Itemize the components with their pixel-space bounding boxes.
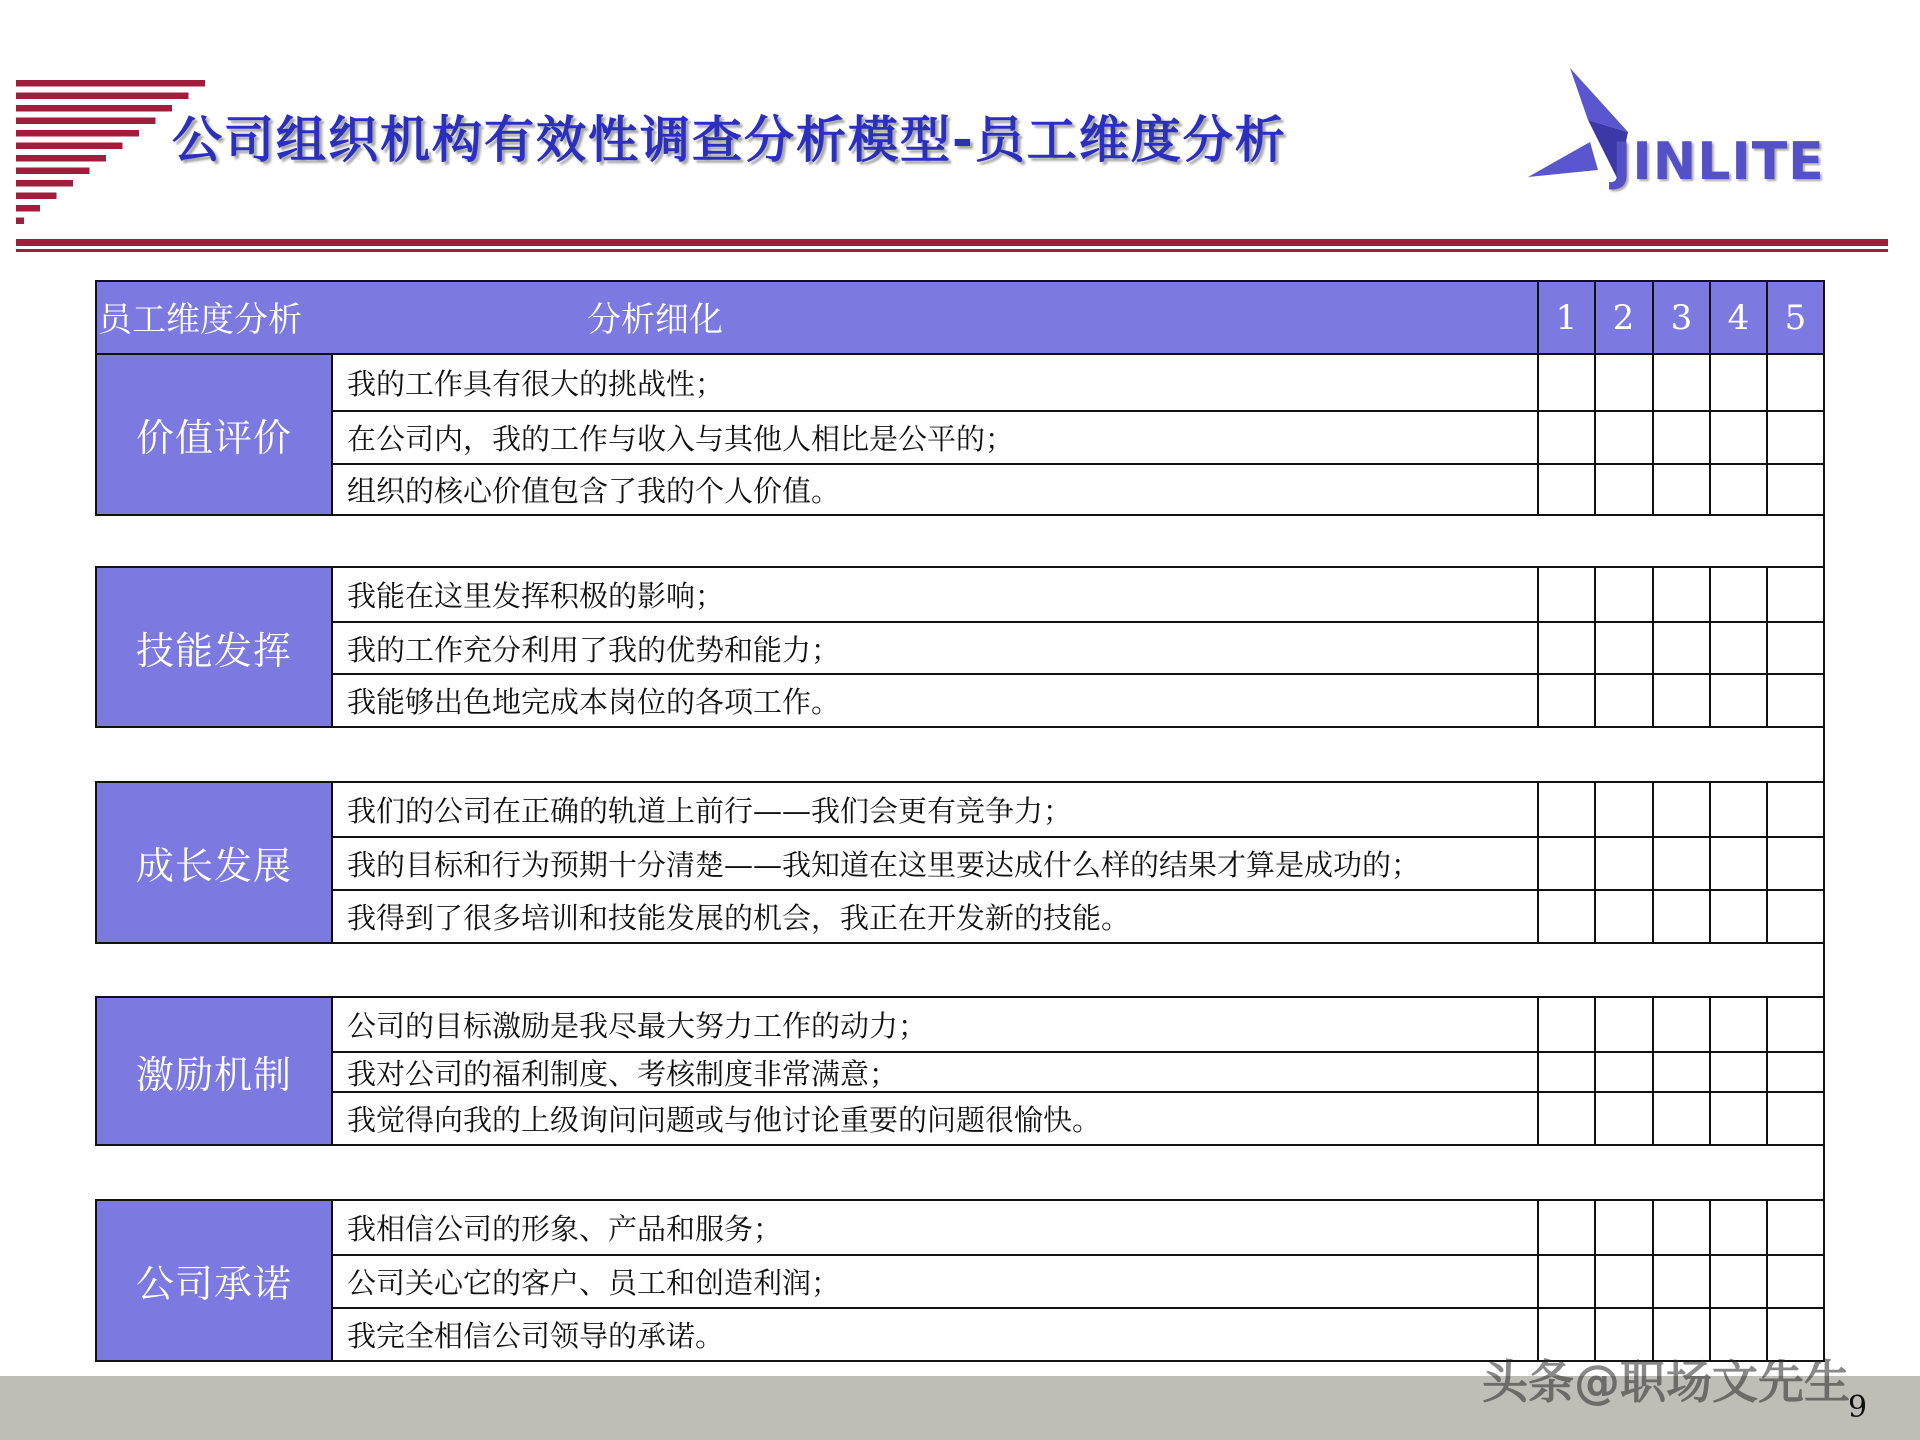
section-3 <box>95 781 1825 944</box>
table-row <box>331 998 1823 1051</box>
row-statement: 我对公司的福利制度、考核制度非常满意； <box>347 1056 899 1091</box>
score-cell-3[interactable] <box>1652 1256 1709 1307</box>
score-cell-5[interactable] <box>1766 412 1823 463</box>
table-row <box>331 568 1823 621</box>
score-cell-3[interactable] <box>1652 355 1709 410</box>
score-cell-5[interactable] <box>1766 623 1823 673</box>
section-4 <box>95 996 1825 1146</box>
score-cell-2[interactable] <box>1594 675 1651 726</box>
score-cell-1[interactable] <box>1537 1256 1594 1307</box>
table-row <box>331 463 1823 514</box>
row-statement: 组织的核心价值包含了我的个人价值。 <box>347 474 841 508</box>
score-cell-1[interactable] <box>1537 998 1594 1051</box>
score-cell-3[interactable] <box>1652 623 1709 673</box>
score-cell-2[interactable] <box>1594 1093 1651 1144</box>
row-statement: 我完全相信公司领导的承诺。 <box>347 1319 725 1353</box>
row-statement: 我的工作具有很大的挑战性； <box>347 367 725 401</box>
score-cell-2[interactable] <box>1594 838 1651 889</box>
score-cell-1[interactable] <box>1537 412 1594 463</box>
table-row <box>331 1051 1823 1091</box>
score-cell-5[interactable] <box>1766 1201 1823 1254</box>
score-cell-1[interactable] <box>1537 1201 1594 1254</box>
page-number: 9 <box>1848 1390 1868 1425</box>
score-cell-5[interactable] <box>1766 1053 1823 1091</box>
score-cell-4[interactable] <box>1709 891 1766 942</box>
score-header-2: 2 <box>1594 280 1651 355</box>
header-detail-label: 分析细化 <box>587 300 723 340</box>
score-cell-2[interactable] <box>1594 412 1651 463</box>
score-cell-5[interactable] <box>1766 783 1823 836</box>
row-statement: 我的工作充分利用了我的优势和能力； <box>347 632 841 667</box>
score-cell-3[interactable] <box>1652 568 1709 621</box>
score-cell-4[interactable] <box>1709 1256 1766 1307</box>
score-cell-3[interactable] <box>1652 891 1709 942</box>
table-row <box>331 836 1823 889</box>
table-row <box>331 355 1823 410</box>
score-cell-5[interactable] <box>1766 838 1823 889</box>
table-row <box>331 621 1823 673</box>
score-cell-3[interactable] <box>1652 1093 1709 1144</box>
table-row <box>331 410 1823 463</box>
score-cell-2[interactable] <box>1594 783 1651 836</box>
score-cell-5[interactable] <box>1766 355 1823 410</box>
score-cell-4[interactable] <box>1709 1053 1766 1091</box>
score-cell-1[interactable] <box>1537 891 1594 942</box>
row-statement: 我们的公司在正确的轨道上前行——我们会更有竞争力； <box>347 794 1073 828</box>
score-cell-5[interactable] <box>1766 891 1823 942</box>
score-header-4: 4 <box>1709 280 1766 355</box>
score-cell-1[interactable] <box>1537 465 1594 514</box>
score-cell-2[interactable] <box>1594 465 1651 514</box>
score-cell-2[interactable] <box>1594 355 1651 410</box>
score-header-1: 1 <box>1537 280 1594 355</box>
score-cell-3[interactable] <box>1652 783 1709 836</box>
logo-text: JINLITE <box>1612 132 1825 192</box>
row-statement: 公司的目标激励是我尽最大努力工作的动力； <box>347 1009 928 1043</box>
score-cell-4[interactable] <box>1709 465 1766 514</box>
row-statement: 我能够出色地完成本岗位的各项工作。 <box>347 685 841 719</box>
score-cell-2[interactable] <box>1594 568 1651 621</box>
score-cell-4[interactable] <box>1709 623 1766 673</box>
table-row <box>331 1091 1823 1144</box>
score-cell-2[interactable] <box>1594 623 1651 673</box>
score-cell-4[interactable] <box>1709 568 1766 621</box>
score-cell-1[interactable] <box>1537 355 1594 410</box>
row-statement: 在公司内，我的工作与收入与其他人相比是公平的； <box>347 422 1015 456</box>
score-cell-4[interactable] <box>1709 998 1766 1051</box>
table-row <box>331 1201 1823 1254</box>
score-cell-1[interactable] <box>1537 623 1594 673</box>
score-cell-1[interactable] <box>1537 838 1594 889</box>
score-cell-2[interactable] <box>1594 1256 1651 1307</box>
header-dimension-label: 员工维度分析 <box>98 300 302 340</box>
section-category: 价值评价 <box>97 355 333 514</box>
score-cell-5[interactable] <box>1766 465 1823 514</box>
row-statement: 我相信公司的形象、产品和服务； <box>347 1212 783 1246</box>
section-category: 成长发展 <box>97 783 333 942</box>
score-cell-4[interactable] <box>1709 355 1766 410</box>
score-cell-4[interactable] <box>1709 783 1766 836</box>
score-cell-5[interactable] <box>1766 568 1823 621</box>
score-cell-5[interactable] <box>1766 1093 1823 1144</box>
score-cell-4[interactable] <box>1709 1093 1766 1144</box>
score-cell-2[interactable] <box>1594 891 1651 942</box>
score-cell-5[interactable] <box>1766 1256 1823 1307</box>
score-cell-2[interactable] <box>1594 1201 1651 1254</box>
score-cell-1[interactable] <box>1537 783 1594 836</box>
score-cell-3[interactable] <box>1652 465 1709 514</box>
score-cell-4[interactable] <box>1709 412 1766 463</box>
section-1 <box>95 353 1825 516</box>
score-cell-1[interactable] <box>1537 1093 1594 1144</box>
score-header-3: 3 <box>1652 280 1709 355</box>
section-category: 激励机制 <box>97 998 333 1144</box>
row-statement: 我的目标和行为预期十分清楚——我知道在这里要达成什么样的结果才算是成功的； <box>347 848 1421 882</box>
row-statement: 我能在这里发挥积极的影响； <box>347 579 725 613</box>
score-cell-4[interactable] <box>1709 1201 1766 1254</box>
row-statement: 我得到了很多培训和技能发展的机会，我正在开发新的技能。 <box>347 901 1131 935</box>
score-cell-5[interactable] <box>1766 998 1823 1051</box>
score-cell-3[interactable] <box>1652 998 1709 1051</box>
score-cell-5[interactable] <box>1766 675 1823 726</box>
row-statement: 公司关心它的客户、员工和创造利润； <box>347 1266 841 1300</box>
row-statement: 我觉得向我的上级询问问题或与他讨论重要的问题很愉快。 <box>347 1103 1102 1137</box>
score-cell-4[interactable] <box>1709 838 1766 889</box>
table-row <box>331 889 1823 942</box>
page-title: 公司组织机构有效性调查分析模型-员工维度分析 <box>172 111 1287 169</box>
score-cell-3[interactable] <box>1652 412 1709 463</box>
score-header-5: 5 <box>1766 280 1823 355</box>
score-cell-1[interactable] <box>1537 1053 1594 1091</box>
section-category: 技能发挥 <box>97 568 333 726</box>
score-cell-2[interactable] <box>1594 998 1651 1051</box>
score-cell-1[interactable] <box>1537 675 1594 726</box>
score-cell-2[interactable] <box>1594 1053 1651 1091</box>
score-cell-4[interactable] <box>1709 675 1766 726</box>
score-cell-3[interactable] <box>1652 1053 1709 1091</box>
section-5 <box>95 1199 1825 1362</box>
score-cell-3[interactable] <box>1652 1201 1709 1254</box>
score-cell-3[interactable] <box>1652 675 1709 726</box>
section-2 <box>95 566 1825 728</box>
table-row <box>331 673 1823 726</box>
section-category: 公司承诺 <box>97 1201 333 1360</box>
table-row <box>331 783 1823 836</box>
table-row <box>331 1254 1823 1307</box>
score-cell-1[interactable] <box>1537 568 1594 621</box>
watermark: 头条@职场文先生 <box>1482 1355 1850 1409</box>
score-cell-3[interactable] <box>1652 838 1709 889</box>
